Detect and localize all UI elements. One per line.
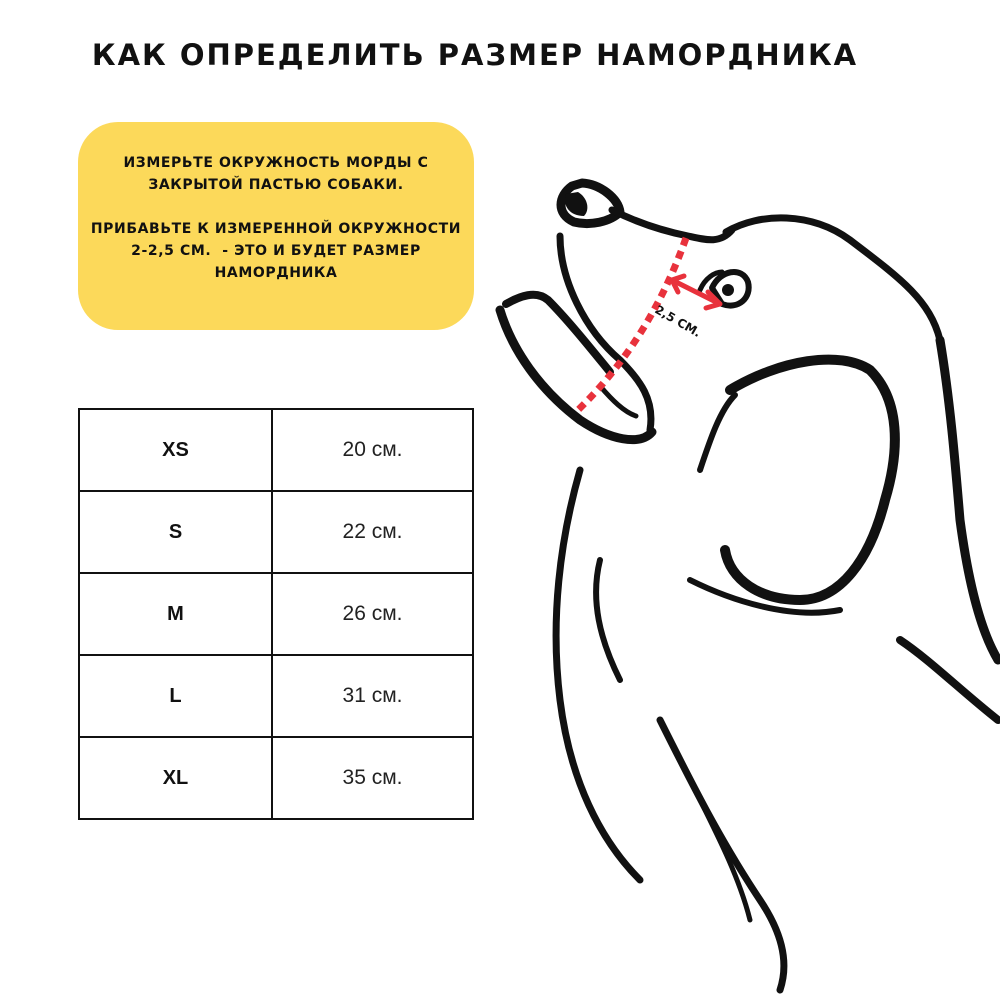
dog-neck-fold	[596, 560, 620, 680]
size-label: M	[79, 573, 272, 655]
table-row	[79, 491, 473, 573]
size-label: XS	[79, 409, 272, 491]
instruction-box	[78, 122, 474, 330]
size-value: 35 см.	[272, 737, 473, 819]
instruction-line: ПРИБАВЬТЕ К ИЗМЕРЕННОЙ ОКРУЖНОСТИ	[90, 221, 462, 237]
page-title: КАК ОПРЕДЕЛИТЬ РАЗМЕР НАМОРДНИКА	[91, 38, 859, 72]
dog-ear-inner	[700, 395, 735, 470]
dog-nose-fill	[565, 192, 587, 216]
instruction-line: НАМОРДНИКА	[214, 265, 338, 281]
table-row	[79, 737, 473, 819]
measure-label: 2,5 СМ.	[652, 302, 704, 340]
instruction-line: ЗАКРЫТОЙ ПАСТЬЮ СОБАКИ.	[148, 177, 404, 193]
dog-chest-fold	[700, 800, 750, 920]
size-value: 26 см.	[272, 573, 473, 655]
dog-tongue	[600, 386, 636, 416]
size-label: L	[79, 655, 272, 737]
size-value: 20 см.	[272, 409, 473, 491]
dog-illustration	[480, 160, 1000, 1000]
table-row	[79, 573, 473, 655]
size-label: XL	[79, 737, 272, 819]
dog-back	[940, 340, 998, 660]
size-value: 31 см.	[272, 655, 473, 737]
dog-head-back	[726, 218, 940, 340]
size-table	[78, 408, 474, 820]
table-row	[79, 655, 473, 737]
dog-shoulder	[900, 640, 998, 720]
size-label: S	[79, 491, 272, 573]
instruction-line: ИЗМЕРЬТЕ ОКРУЖНОСТЬ МОРДЫ С	[123, 155, 429, 171]
dog-pupil	[722, 284, 734, 296]
dog-chest	[660, 720, 784, 990]
table-row	[79, 409, 473, 491]
instruction-line: 2-2,5 СМ. - ЭТО И БУДЕТ РАЗМЕР	[131, 243, 421, 259]
size-value: 22 см.	[272, 491, 473, 573]
dog-ear	[725, 360, 895, 600]
dog-neck-front	[556, 470, 640, 880]
dog-muzzle-top	[612, 210, 732, 240]
